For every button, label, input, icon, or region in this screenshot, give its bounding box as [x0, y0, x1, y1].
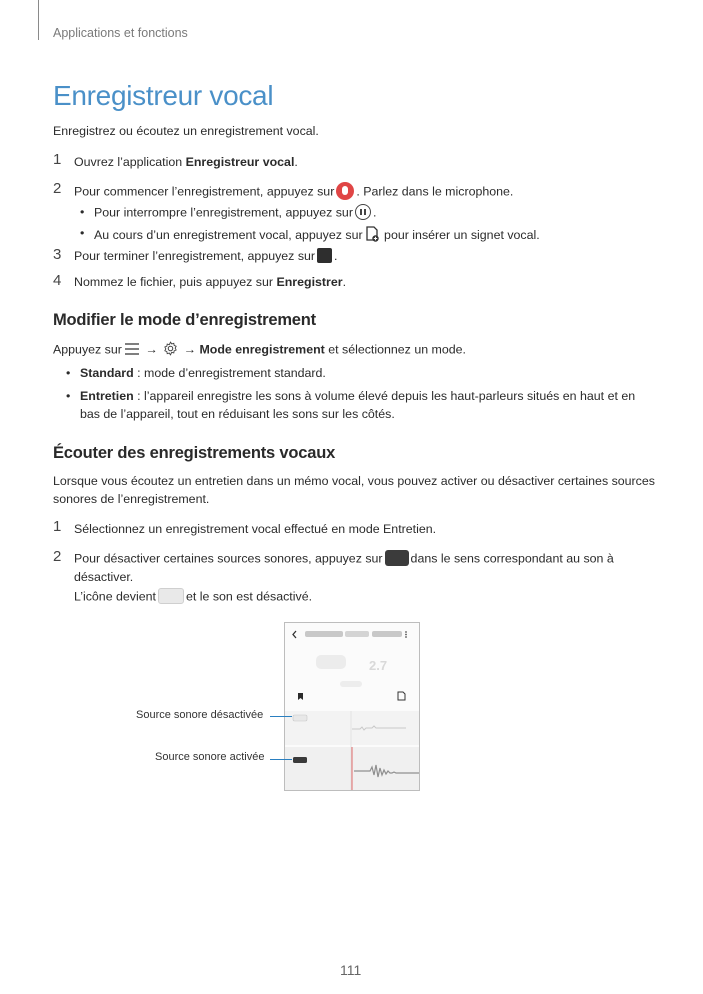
pause-icon	[355, 204, 371, 220]
mode-desc: : mode d’enregistrement standard.	[133, 366, 326, 380]
arrow: →	[183, 342, 197, 357]
label-source-disabled: Source sonore désactivée	[136, 709, 264, 721]
step-number: 1	[53, 151, 62, 168]
step-number: 4	[53, 272, 62, 289]
microphone-record-icon	[336, 182, 354, 200]
listen-step-1: Sélectionnez un enregistrement vocal effectué en mode Entretien.	[74, 522, 437, 536]
mode-label: Mode enregistrement	[199, 342, 325, 357]
step-text: Pour interrompre l’enregistrement, appuyez sur	[94, 205, 353, 220]
section-heading-listen: Écouter des enregistrements vocaux	[53, 444, 336, 462]
header-rule	[38, 0, 39, 40]
section-header: Applications et fonctions	[53, 26, 188, 40]
save-label: Enregistrer	[276, 275, 343, 289]
step-3	[74, 249, 338, 264]
step-number: 3	[53, 246, 62, 263]
mode-standard-item	[80, 366, 326, 380]
bookmark-add-icon	[365, 226, 379, 245]
listen-step-2-cont: désactiver.	[74, 570, 134, 584]
step-text: Pour terminer l’enregistrement, appuyez sur	[74, 249, 316, 263]
step-text: Nommez le fichier, puis appuyez sur	[74, 275, 277, 289]
mode-desc-cont: bas de l’appareil, tout en réduisant les sons sur les côtés.	[80, 407, 395, 421]
app-name: Enregistreur vocal	[185, 155, 295, 169]
stop-icon	[317, 248, 332, 263]
phone-timer: 2.7	[369, 658, 388, 673]
step-text: Pour désactiver certaines sources sonores, appuyez sur	[74, 551, 383, 566]
section-heading-mode: Modifier le mode d’enregistrement	[53, 311, 316, 329]
gear-icon	[163, 341, 178, 359]
step-text: . Parlez dans le microphone.	[356, 184, 514, 199]
instruction-text: et sélectionnez un mode.	[324, 342, 466, 357]
step-2-bullet-pause	[94, 205, 376, 221]
step-number: 2	[53, 180, 62, 197]
mode-desc: : l’appareil enregistre les sons à volume élevé depuis les haut-parleurs situés en haut et en	[133, 389, 636, 403]
listen-step-2	[74, 551, 614, 567]
step-text: .	[294, 155, 298, 169]
mode-instruction	[53, 341, 466, 359]
step-text: pour insérer un signet vocal.	[380, 227, 540, 242]
step-text: .	[342, 275, 347, 289]
step-2	[74, 183, 513, 201]
step-text: dans le sens correspondant au son à	[410, 551, 614, 566]
step-1	[74, 155, 298, 169]
step-text: Pour commencer l’enregistrement, appuyez sur	[74, 184, 335, 199]
step-number: 1	[53, 518, 62, 535]
mode-interview-item	[80, 389, 635, 403]
label-source-enabled: Source sonore activée	[155, 751, 265, 763]
step-text: Ouvrez l’application	[74, 155, 186, 169]
sound-source-off-icon	[158, 588, 184, 604]
mode-name: Standard	[80, 366, 134, 380]
intro-text: Enregistrez ou écoutez un enregistrement vocal.	[53, 124, 319, 138]
step-text: .	[334, 249, 338, 263]
listen-paragraph-cont: sonores de l’enregistrement.	[53, 492, 210, 506]
page-title: Enregistreur vocal	[53, 80, 274, 111]
phone-screenshot	[284, 622, 420, 791]
instruction-text: Appuyez sur	[53, 342, 122, 357]
callout-line-disabled	[270, 716, 292, 717]
sound-source-on-icon	[385, 550, 409, 566]
mode-name: Entretien	[80, 389, 134, 403]
callout-line-enabled	[270, 759, 292, 760]
listen-step-2-result	[74, 589, 312, 605]
phone-screen-art	[285, 623, 419, 790]
step-2-bullet-bookmark	[94, 226, 540, 245]
step-text: et le son est désactivé.	[185, 589, 313, 604]
step-4	[74, 275, 346, 289]
page-number: 111	[340, 962, 362, 978]
step-text: L’icône devient	[74, 589, 156, 604]
arrow: →	[145, 342, 158, 357]
step-text: Au cours d’un enregistrement vocal, appuyez sur	[94, 227, 363, 242]
step-text: .	[372, 205, 377, 220]
listen-paragraph: Lorsque vous écoutez un entretien dans un mémo vocal, vous pouvez activer ou désactiver certaines sources	[53, 474, 655, 488]
step-number: 2	[53, 548, 62, 565]
menu-icon	[124, 342, 140, 359]
